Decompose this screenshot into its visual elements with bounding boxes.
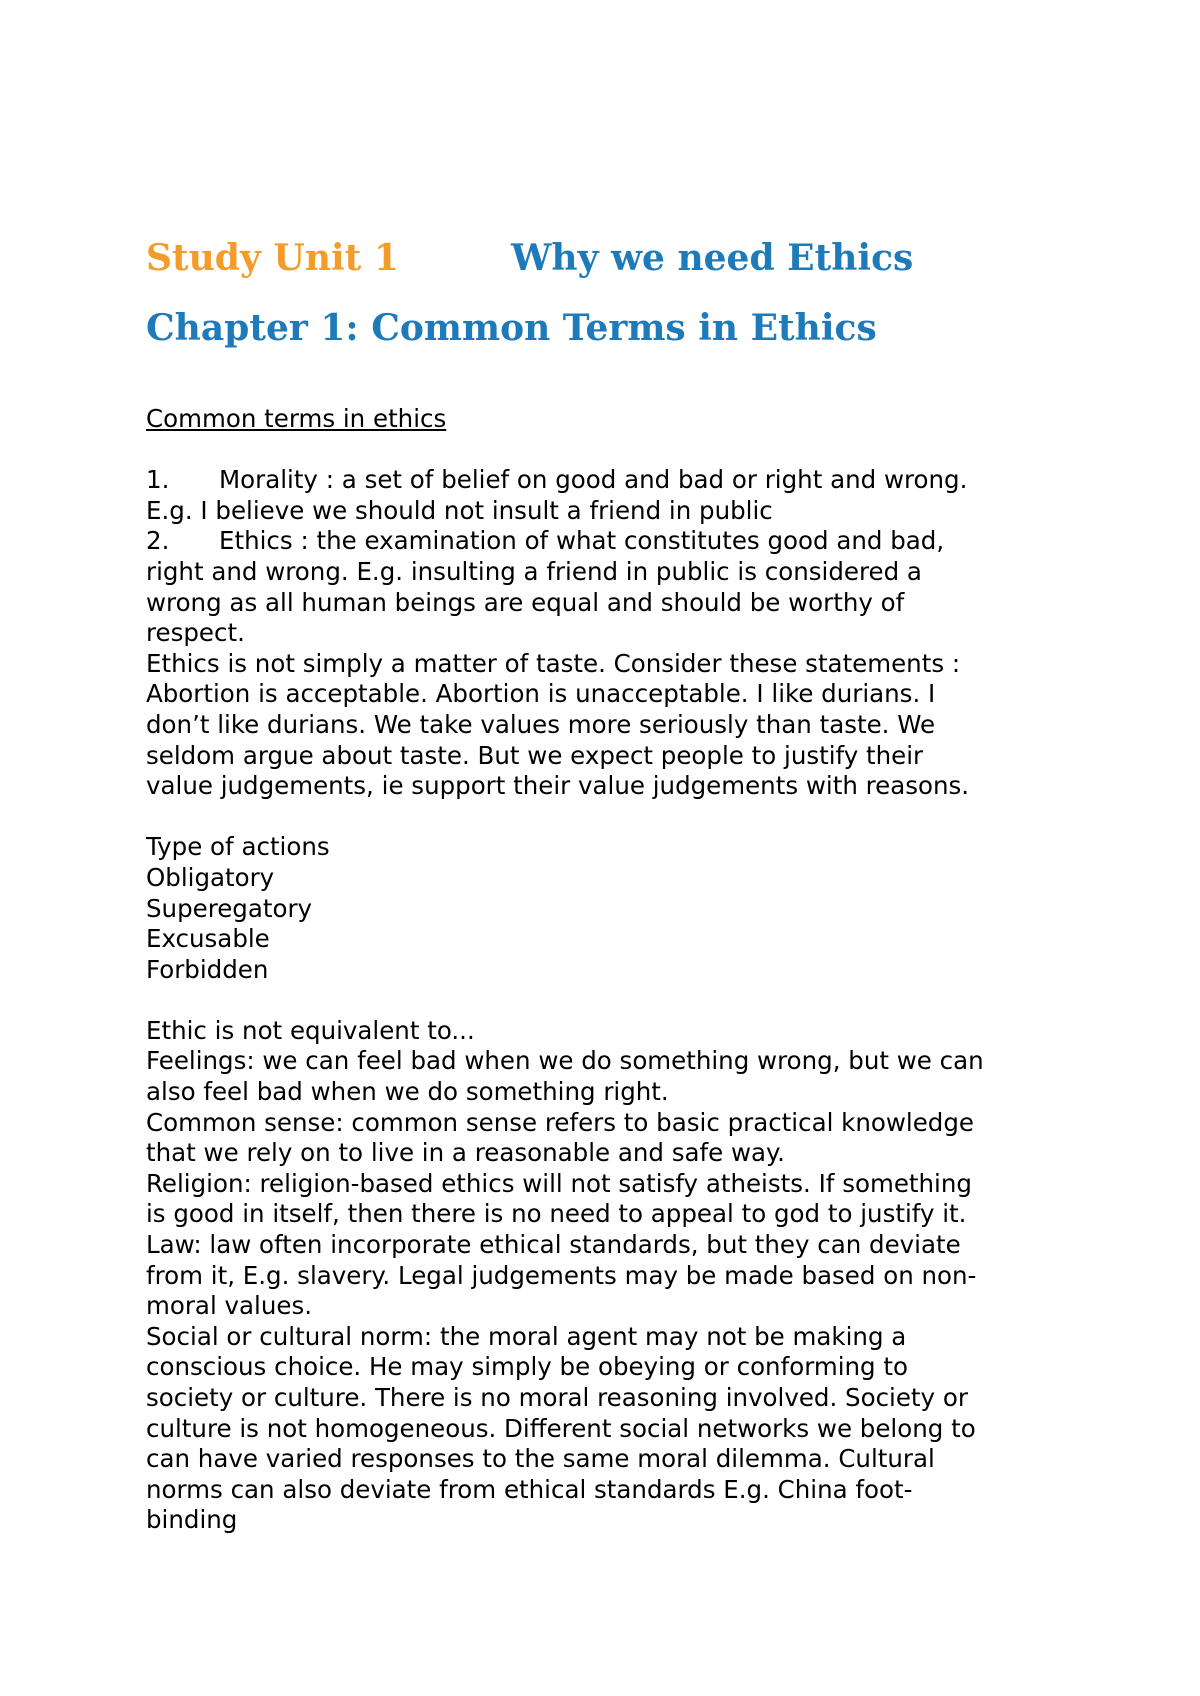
list-number: 2. [146, 526, 170, 556]
text-line: respect. [146, 618, 245, 648]
study-unit-title: Why we need Ethics [511, 237, 914, 279]
text-line: norms can also deviate from ethical standards E.g. China foot- [146, 1474, 913, 1504]
text-line: can have varied responses to the same moral dilemma. Cultural [146, 1444, 935, 1474]
text-line: Religion: religion-based ethics will not satisfy atheists. If something [146, 1168, 972, 1198]
text-line: Common sense: common sense refers to basic practical knowledge [146, 1107, 974, 1137]
spacer [146, 435, 1106, 466]
text-line: seldom argue about taste. But we expect people to justify their [146, 740, 924, 770]
actions-heading: Type of actions [146, 832, 330, 862]
text-line: Law: law often incorporate ethical standards, but they can deviate [146, 1230, 961, 1260]
list-item-ethics [146, 526, 1106, 557]
text-line: moral values. [146, 1291, 313, 1321]
spacer [146, 985, 1106, 1016]
text-line: Ethics is not simply a matter of taste. Consider these statements : [146, 648, 961, 678]
text-line: value judgements, ie support their value judgements with reasons. [146, 771, 970, 801]
spacer [146, 802, 1106, 833]
section-heading: Common terms in ethics [146, 404, 447, 433]
action-item-obligatory: Obligatory [146, 862, 275, 892]
action-item-forbidden: Forbidden [146, 954, 269, 984]
text-line: Feelings: we can feel bad when we do something wrong, but we can [146, 1046, 984, 1076]
action-item-excusable: Excusable [146, 924, 270, 954]
text-line: binding [146, 1505, 238, 1535]
text-line: also feel bad when we do something right. [146, 1077, 669, 1107]
text-line: don’t like durians. We take values more seriously than taste. We [146, 709, 936, 739]
text-line: culture is not homogeneous. Different social networks we belong to [146, 1413, 976, 1443]
action-item-superegatory: Superegatory [146, 893, 313, 923]
document-content [146, 232, 1106, 1536]
text-line: that we rely on to live in a reasonable and safe way. [146, 1138, 785, 1168]
text-line: society or culture. There is no moral reasoning involved. Society or [146, 1383, 968, 1412]
chapter-title: Chapter 1: Common Terms in Ethics [146, 307, 877, 349]
not-equivalent-heading: Ethic is not equivalent to... [146, 1015, 475, 1045]
list-item-text: Ethics : the examination of what constitutes good and bad, [219, 526, 945, 556]
study-unit-heading [146, 232, 1106, 284]
text-line: Abortion is acceptable. Abortion is unacceptable. I like durians. I [146, 679, 936, 709]
text-line: is good in itself, then there is no need to appeal to god to justify it. [146, 1199, 967, 1229]
list-number: 1. [146, 465, 170, 495]
text-line: conscious choice. He may simply be obeying or conforming to [146, 1352, 908, 1382]
study-unit-label: Study Unit 1 [146, 237, 399, 279]
text-line: from it, E.g. slavery. Legal judgements may be made based on non- [146, 1260, 977, 1290]
text-line: wrong as all human beings are equal and should be worthy of [146, 587, 905, 617]
text-line: Social or cultural norm: the moral agent may not be making a [146, 1321, 907, 1351]
list-item-morality [146, 465, 1106, 496]
text-line: right and wrong. E.g. insulting a friend in public is considered a [146, 556, 922, 586]
text-line: E.g. I believe we should not insult a friend in public [146, 495, 773, 525]
list-item-text: Morality : a set of belief on good and bad or right and wrong. [219, 465, 968, 495]
